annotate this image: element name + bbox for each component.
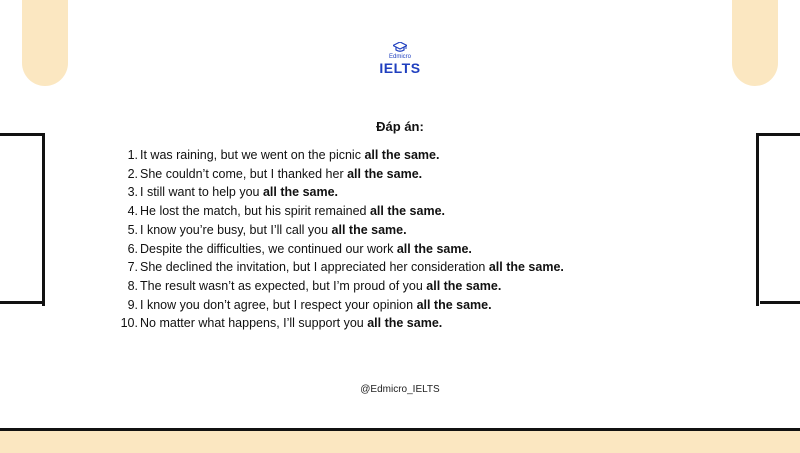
answer-text xyxy=(140,221,407,240)
answer-highlight: all the same. xyxy=(488,260,564,275)
decorative-bracket-left xyxy=(0,133,45,306)
graduation-cap-icon xyxy=(393,42,407,53)
answer-highlight: all the same. xyxy=(396,241,472,256)
answer-highlight: all the same. xyxy=(347,166,423,181)
answer-number: 6. xyxy=(127,241,138,256)
answer-sentence: I know you don’t agree, but I respect your opinion xyxy=(140,297,417,312)
answer-item xyxy=(116,240,564,259)
answer-highlight: all the same. xyxy=(369,204,446,219)
decorative-bracket-right xyxy=(756,133,800,306)
answer-item xyxy=(116,258,564,277)
answer-sentence: No matter what happens, I’ll support you xyxy=(140,316,368,331)
answer-number: 8. xyxy=(127,278,138,293)
answer-number: 5. xyxy=(127,222,138,237)
answer-text xyxy=(140,202,445,221)
answer-text xyxy=(140,240,472,259)
answer-number: 4. xyxy=(127,204,138,219)
answer-number: 9. xyxy=(127,297,138,312)
answer-number: 10. xyxy=(120,316,138,331)
footer-handle: @Edmicro_IELTS xyxy=(360,384,440,395)
answer-sentence: He lost the match, but his spirit remained xyxy=(140,204,370,219)
answer-number: 7. xyxy=(127,260,138,275)
answer-text xyxy=(140,165,422,184)
answer-highlight: all the same. xyxy=(416,297,492,312)
answer-text xyxy=(140,314,442,333)
answer-number: 3. xyxy=(127,185,138,200)
decorative-pill-left xyxy=(22,0,68,86)
answer-item xyxy=(116,165,564,184)
answers-title: Đáp án: xyxy=(376,119,424,134)
decorative-bracket-right-bottom xyxy=(760,301,800,304)
answer-sentence: The result wasn’t as expected, but I’m proud of you xyxy=(140,278,427,293)
answer-sentence: She couldn’t come, but I thanked her xyxy=(140,166,348,181)
edmicro-ielts-logo xyxy=(370,42,430,84)
answer-highlight: all the same. xyxy=(426,278,502,293)
answer-text xyxy=(140,296,492,315)
logo-big-text: IELTS xyxy=(379,60,421,76)
decorative-pill-right xyxy=(732,0,778,86)
logo-small-text: Edmicro xyxy=(388,54,411,60)
answer-text xyxy=(140,183,338,202)
answer-item xyxy=(116,296,564,315)
answer-item xyxy=(116,146,564,165)
answer-text xyxy=(140,277,501,296)
answer-highlight: all the same. xyxy=(367,316,443,331)
answer-number: 1. xyxy=(127,148,138,162)
answer-sentence: I know you’re busy, but I’ll call you xyxy=(140,222,332,237)
answer-text xyxy=(140,258,564,277)
answer-sentence: Despite the difficulties, we continued our work xyxy=(140,241,397,256)
answer-number: 2. xyxy=(127,166,138,181)
decorative-footer-band xyxy=(0,428,800,453)
answer-item xyxy=(116,183,564,202)
answer-item xyxy=(116,277,564,296)
answer-highlight: all the same. xyxy=(262,185,339,200)
answer-item xyxy=(116,202,564,221)
answer-item xyxy=(116,314,564,333)
answer-item xyxy=(116,221,564,240)
answer-sentence: It was raining, but we went on the picnic xyxy=(140,148,365,162)
answer-sentence: She declined the invitation, but I appreciated her consideration xyxy=(140,260,489,275)
answer-highlight: all the same. xyxy=(364,148,440,162)
answers-list xyxy=(116,146,564,333)
answer-highlight: all the same. xyxy=(331,222,407,237)
decorative-bracket-left-bottom xyxy=(0,301,42,304)
answer-text xyxy=(140,146,439,165)
answer-sentence: I still want to help you xyxy=(140,185,263,200)
